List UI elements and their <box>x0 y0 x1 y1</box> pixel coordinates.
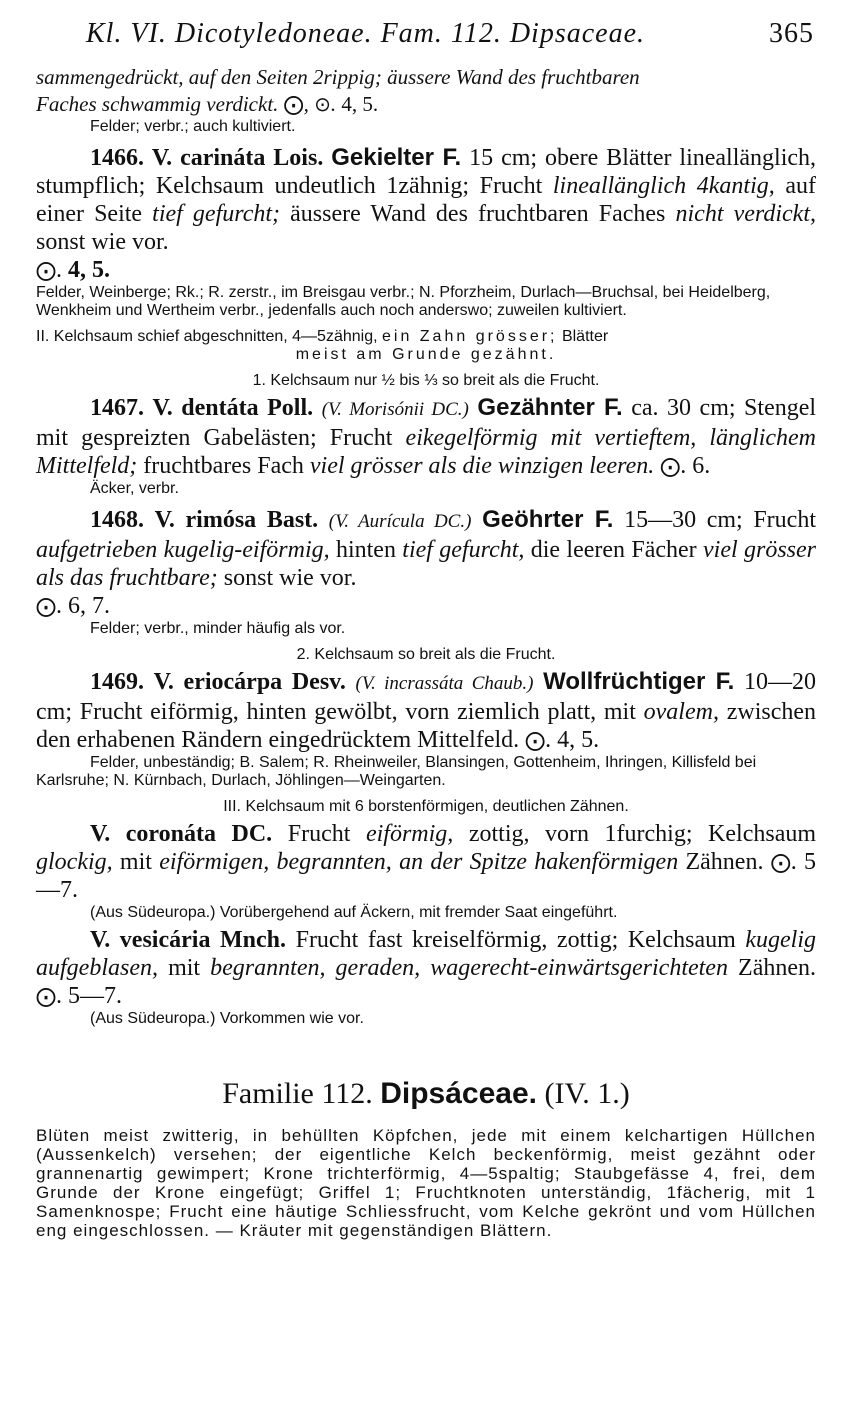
family-description: Blüten meist zwitterig, in behüllten Köpfchen, jede mit einem kelchartigen Hüllchen (Aussenkelch) versehen; der eigentliche Kelch beckenförmig, meist gezähnt oder grannenartig gewimpert; Krone trichterförmig, 4—5spaltig; Staubgefässe 4, frei, dem Grunde der Krone eingefügt; Griffel 1; Fruchtknoten unterständig, 1fächerig, mit 1 Samenknospe; Frucht eine häutige Schliessfrucht, vom Kelche gekrönt und vom Hüllchen eng eingeschlossen. — Kräuter mit gegenständigen Blättern. <box>36 1126 816 1240</box>
desc-italic: glockig, <box>36 849 113 875</box>
annual-symbol-icon: ⨀ <box>660 454 681 478</box>
desc: Frucht fast kreiselförmig, zottig; Kelchsaum <box>295 927 736 953</box>
desc-italic: viel grösser als das fruchtbare; <box>36 537 816 591</box>
common-name: Geöhrter F. <box>482 506 614 533</box>
intro-line1: sammengedrückt, auf den Seiten 2rippig; äussere Wand des fruchtbaren <box>36 65 640 89</box>
key-text: II. Kelchsaum schief abgeschnitten, 4—5zähnig, <box>36 328 378 345</box>
desc-italic: viel grösser als die winzigen leeren. <box>309 453 655 479</box>
desc: hinten <box>335 537 396 563</box>
intro-habitat: Felder; verbr.; auch kultiviert. <box>90 118 296 135</box>
annual-symbol-icon: ⨀ <box>770 850 791 874</box>
species-name: V. eriocárpa Desv. <box>153 669 346 695</box>
key-II <box>36 328 816 364</box>
desc-italic: nicht verdickt, <box>675 201 816 227</box>
desc: mit <box>168 955 201 981</box>
desc: Zähnen. <box>738 955 817 981</box>
desc: mit <box>119 849 152 875</box>
species-coronata: V. coronáta DC. Frucht eiförmig, zottig, vorn 1furchig; Kelchsaum glockig, mit eiförmigen, begrannten, an der Spitze hakenförmigen Zähnen. ⨀. 5—7. <box>36 821 817 903</box>
habitat: Felder; verbr., minder häufig als vor. <box>90 620 346 637</box>
desc-italic: eiförmigen, begrannten, an der Spitze hakenförmigen <box>159 849 679 875</box>
desc: Zähnen. <box>685 849 764 875</box>
desc: 15—30 cm; Frucht <box>624 507 816 533</box>
species-1468: 1468. V. rimósa Bast. (V. Aurícula DC.) Geöhrter F. 15—30 cm; Frucht aufgetrieben kugelig-eiförmig, hinten tief gefurcht, die leeren Fächer viel grösser als das fruchtbare; sonst wie vor. ⨀. 6, 7. <box>36 506 816 619</box>
species-1467: 1467. V. dentáta Poll. (V. Morisónii DC.) Gezähnter F. ca. 30 cm; Stengel mit gespreizten Gabelästen; Frucht eikegelförmig mit vertieftem, länglichem Mittelfeld; fruchtbares Fach viel grösser als die winzigen leeren. ⨀. 6. <box>36 394 817 479</box>
synonym: (V. incrassáta Chaub.) <box>355 673 534 694</box>
species-1469: 1469. V. eriocárpa Desv. (V. incrassáta Chaub.) Wollfrüchtiger F. 10—20 cm; Frucht eiförmig, hinten gewölbt, vorn ziemlich platt, mit ovalem, zwischen den erhabenen Rändern eingedrücktem Mittelfeld. ⨀. 4, 5. <box>36 668 816 753</box>
synonym: (V. Aurícula DC.) <box>328 511 472 532</box>
page <box>36 18 816 1257</box>
desc: fruchtbares Fach <box>143 453 304 479</box>
key-text-spaced: ein Zahn grösser; <box>381 328 558 345</box>
desc-italic: tief gefurcht; <box>152 201 281 227</box>
species-name: V. vesicária Mnch. <box>90 927 287 953</box>
species-vesicaria: V. vesicária Mnch. Frucht fast kreiselförmig, zottig; Kelchsaum kugelig aufgeblasen, mit begrannten, geraden, wagerecht-einwärtsgerichteten Zähnen. ⨀. 5—7. <box>36 927 817 1009</box>
flowering-months: 4, 5. <box>68 257 110 283</box>
species-number: 1466. <box>90 145 144 171</box>
desc-italic: tief gefurcht, <box>402 537 525 563</box>
common-name: Gekielter F. <box>331 144 462 171</box>
desc-italic: lineallänglich 4kantig, <box>552 173 775 199</box>
habitat: Felder, Weinberge; Rk.; R. zerstr., im Breisgau verbr.; N. Pforzheim, Durlach—Bruchsal, bei Heidelberg, Wenkheim und Wertheim verbr., jedenfalls auch noch anderswo; zuweilen kultiviert. <box>36 284 771 319</box>
intro-line2: Faches schwammig verdickt. <box>36 92 279 116</box>
flowering-months: 5—7. <box>36 849 817 903</box>
family-label: Familie 112. <box>222 1077 373 1110</box>
family-class: (IV. 1.) <box>544 1077 630 1110</box>
header-title: Kl. VI. Dicotyledoneae. Fam. 112. Dipsaceae. <box>86 18 646 49</box>
flowering-months: 6. <box>692 453 711 479</box>
desc: auf einer Seite <box>36 173 816 227</box>
flowering-months: 4, 5. <box>557 727 600 753</box>
page-number: 365 <box>769 18 814 49</box>
habitat: (Aus Südeuropa.) Vorkommen wie vor. <box>90 1010 364 1027</box>
habitat: Felder, unbeständig; B. Salem; R. Rheinweiler, Blansingen, Gottenheim, Ihringen, Killisfeld bei Karlsruhe; N. Kürnbach, Durlach, Jöhlingen—Weingarten. <box>36 754 757 789</box>
species-name: V. carináta Lois. <box>151 145 324 171</box>
annual-symbol-icon: ⨀ <box>36 984 56 1008</box>
desc: 10—20 cm; Frucht eiförmig, hinten gewölbt, vorn ziemlich platt, mit <box>36 669 816 725</box>
desc: sonst wie vor. <box>223 565 357 591</box>
intro-line: sammengedrückt, auf den Seiten 2rippig; äussere Wand des fruchtbaren Faches schwammig verdickt. ⨀, ⊙. 4, 5. <box>36 65 640 116</box>
species-number: 1469. <box>90 669 144 695</box>
desc: äussere Wand des fruchtbaren Faches <box>290 201 666 227</box>
habitat: (Aus Südeuropa.) Vorübergehend auf Äckern, mit fremder Saat eingeführt. <box>90 904 618 921</box>
family-name: Dipsáceae. <box>380 1077 538 1110</box>
species-name: V. dentáta Poll. <box>152 395 314 421</box>
desc: zwischen den erhabenen Rändern eingedrücktem Mittelfeld. <box>36 699 816 753</box>
desc: ca. 30 cm; Stengel mit gespreizten Gabelästen; Frucht <box>36 395 817 451</box>
species-1466: 1466. V. carináta Lois. Gekielter F. 15 cm; obere Blätter lineallänglich, stumpflich; Kelchsaum undeutlich 1zähnig; Frucht lineallänglich 4kantig, auf einer Seite tief gefurcht; äussere Wand des fruchtbaren Faches nicht verdickt, sonst wie vor. ⨀. 4, 5. <box>36 144 817 283</box>
species-name: V. coronáta DC. <box>90 821 273 847</box>
desc: zottig, vorn 1furchig; Kelchsaum <box>468 821 817 847</box>
desc-italic: aufgetrieben kugelig-eiförmig, <box>36 537 330 563</box>
desc-italic: begrannten, geraden, wagerecht-einwärtsgerichteten <box>210 955 728 981</box>
annual-symbol-icon: ⨀ <box>525 728 546 752</box>
desc-italic: ovalem, <box>643 699 719 725</box>
desc-italic: eikegelförmig mit vertieftem, länglichem Mittelfeld; <box>36 425 816 479</box>
key-II-2: 2. Kelchsaum so breit als die Frucht. <box>296 646 556 663</box>
key-text: Blätter <box>561 328 609 345</box>
species-number: 1467. <box>90 395 144 421</box>
key-II-1: 1. Kelchsaum nur ½ bis ⅓ so breit als die Frucht. <box>252 372 600 389</box>
common-name: Gezähnter F. <box>477 394 623 421</box>
key-text-spaced: meist am Grunde gezähnt. <box>295 346 557 363</box>
desc: 15 cm; obere Blätter lineallänglich, stumpflich; Kelchsaum undeutlich 1zähnig; Frucht <box>36 145 817 199</box>
running-header <box>36 18 816 58</box>
flowering-months: 6, 7. <box>68 593 110 619</box>
desc: Frucht <box>287 821 351 847</box>
common-name: Wollfrüchtiger F. <box>543 668 735 695</box>
intro-flowering: 4, 5. <box>341 92 379 116</box>
desc-italic: eiförmig, <box>365 821 454 847</box>
family-heading <box>36 1076 816 1112</box>
biennial-symbol-icon: ⊙ <box>314 92 331 116</box>
key-III: III. Kelchsaum mit 6 borstenförmigen, deutlichen Zähnen. <box>223 798 629 815</box>
species-number: 1468. <box>90 507 144 533</box>
annual-symbol-icon: ⨀ <box>36 594 56 618</box>
species-name: V. rimósa Bast. <box>154 507 319 533</box>
synonym: (V. Morisónii DC.) <box>321 399 469 420</box>
desc-italic: kugelig aufgeblasen, <box>36 927 816 981</box>
desc: sonst wie vor. <box>36 229 169 255</box>
flowering-months: 5—7. <box>68 983 122 1009</box>
habitat: Äcker, verbr. <box>90 480 179 497</box>
desc: die leeren Fächer <box>530 537 697 563</box>
annual-symbol-icon: ⨀ <box>283 92 304 116</box>
annual-symbol-icon: ⨀ <box>36 258 56 282</box>
